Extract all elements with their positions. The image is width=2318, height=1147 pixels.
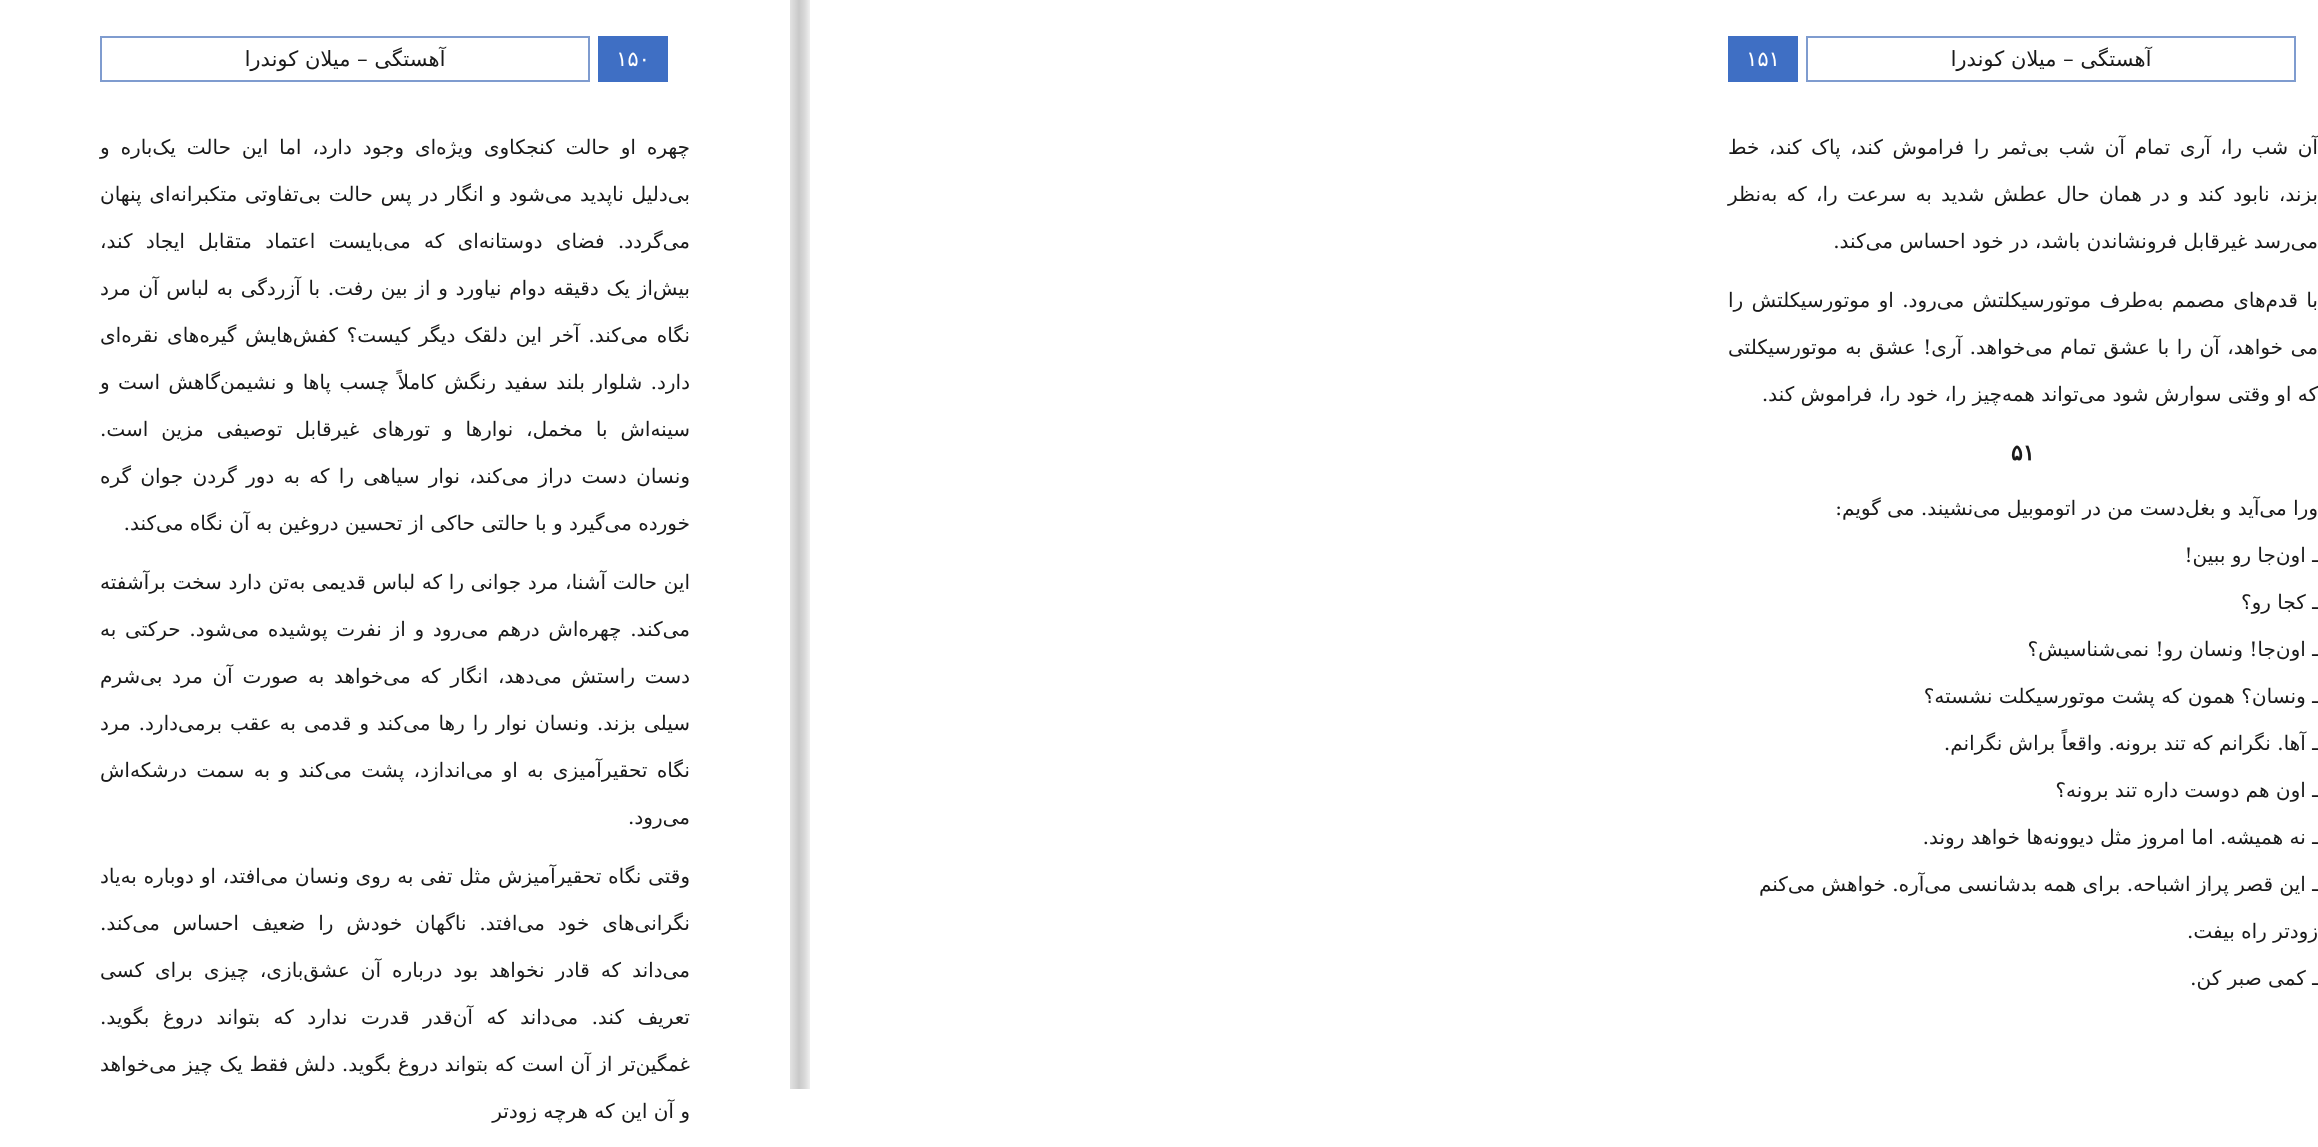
chapter-number: ۵۱ [2011, 440, 2035, 466]
left-page [0, 0, 790, 1123]
paragraph: چهره او حالت کنجکاوی ویژه‌ای وجود دارد، اما این حالت یک‌باره و بی‌دلیل ناپدید می‌شود و انگار در پس حالت بی‌تفاوتی متکبرانه‌ای پنهان می‌گردد. فضای دوستانه‌ای که می‌بایست اعتماد متقابل ایجاد کند، بیش‌از یک دقیقه دوام نیاورد و از بین رفت. با آزردگی به لباس آن مرد نگاه می‌کند. آخر این دلقک دیگر کیست؟ کفش‌هایش گیره‌های نقره‌ای دارد. شلوار بلند سفید رنگش کاملاً چسب پاها و نشیمن‌گاهش است و سینه‌اش با مخمل، نوارها و تورهای غیرقابل توصیفی مزین است. ونسان دست دراز می‌کند، نوار سیاهی را که به دور گردن جوان گره خورده می‌گیرد و با حالتی حاکی از تحسین دروغین به آن نگاه می‌کند. [100, 135, 690, 535]
dialogue-line: ـ اون هم دوست داره تند برونه؟ [2055, 778, 2318, 802]
right-page-header [1728, 36, 2296, 82]
paragraph: وقتی نگاه تحقیرآمیزش مثل تفی به روی ونسان می‌افتد، او دوباره به‌یاد نگرانی‌های خود می‌افتد. ناگهان خودش را ضعیف احساس می‌کند. می‌داند که قادر نخواهد بود درباره آن عشق‌بازی، چیزی برای کسی تعریف کند. می‌داند که آن‌قدر قدرت ندارد که بتواند دروغ بگوید. غمگین‌تر از آن است که بتواند دروغ بگوید. دلش فقط یک چیز می‌خواهد و آن این که هرچه زودتر [100, 864, 690, 1123]
paragraph: آن شب را، آری تمام آن شب بی‌ثمر را فراموش کند، پاک کند، خط بزند، نابود کند و در همان حال عطش شدید به سرعت را، که به‌نظر می‌رسد غیرقابل فرونشاندن باشد، در خود احساس می‌کند. [1728, 135, 2318, 253]
right-page-body [1728, 124, 2318, 1002]
dialogue-line: ـ اون‌جا! ونسان رو! نمی‌شناسیش؟ [2027, 637, 2318, 661]
paragraph: این حالت آشنا، مرد جوانی را که لباس قدیمی به‌تن دارد سخت برآشفته می‌کند. چهره‌اش درهم می‌رود و از نفرت پوشیده می‌شود. حرکتی به دست راستش می‌دهد، انگار که می‌خواهد به صورت آن مرد بی‌شرم سیلی بزند. ونسان نوار را رها می‌کند و قدمی به عقب برمی‌دارد. مرد نگاه تحقیرآمیزی به او می‌اندازد، پشت می‌کند و به سمت درشکه‌اش می‌رود. [100, 570, 690, 829]
paragraph: با قدم‌های مصمم به‌طرف موتورسیکلتش می‌رود. او موتورسیکلتش را می خواهد، آن را با عشق تمام می‌خواهد. آری! عشق به موتورسیکلتی که او وقتی سوارش شود می‌تواند همه‌چیز را، خود را، فراموش کند. [1728, 288, 2318, 406]
left-page-header [100, 36, 668, 82]
dialogue-line: ـ آها. نگرانم که تند برونه. واقعاً براش نگرانم. [1943, 731, 2318, 755]
right-page-number: ۱۵۱ [1728, 36, 1798, 82]
dialogue-line: ـ این قصر پراز اشباحه. برای همه بدشانسی می‌آره. خواهش می‌کنم زودتر راه بیفت. [1758, 872, 2318, 943]
book-gutter [790, 0, 810, 1089]
dialogue-line: ـ ونسان؟ همون که پشت موتورسیکلت نشسته؟ [1923, 684, 2318, 708]
dialogue-line: ـ کمی صبر کن. [2190, 966, 2318, 990]
left-running-title: آهستگی – میلان کوندرا [100, 36, 590, 82]
left-page-number: ۱۵۰ [598, 36, 668, 82]
intro-line: ورا می‌آید و بغل‌دست من در اتوموبیل می‌نشیند. می گویم: [1835, 496, 2318, 520]
dialogue-line: ـ کجا رو؟ [2240, 590, 2318, 614]
left-page-body [100, 124, 690, 1147]
right-running-title: آهستگی – میلان کوندرا [1806, 36, 2296, 82]
dialogue-line: ـ نه همیشه. اما امروز مثل دیوونه‌ها خواهد روند. [1922, 825, 2318, 849]
right-page [810, 0, 2318, 1089]
dialogue-line: ـ اون‌جا رو ببین! [2184, 543, 2318, 567]
